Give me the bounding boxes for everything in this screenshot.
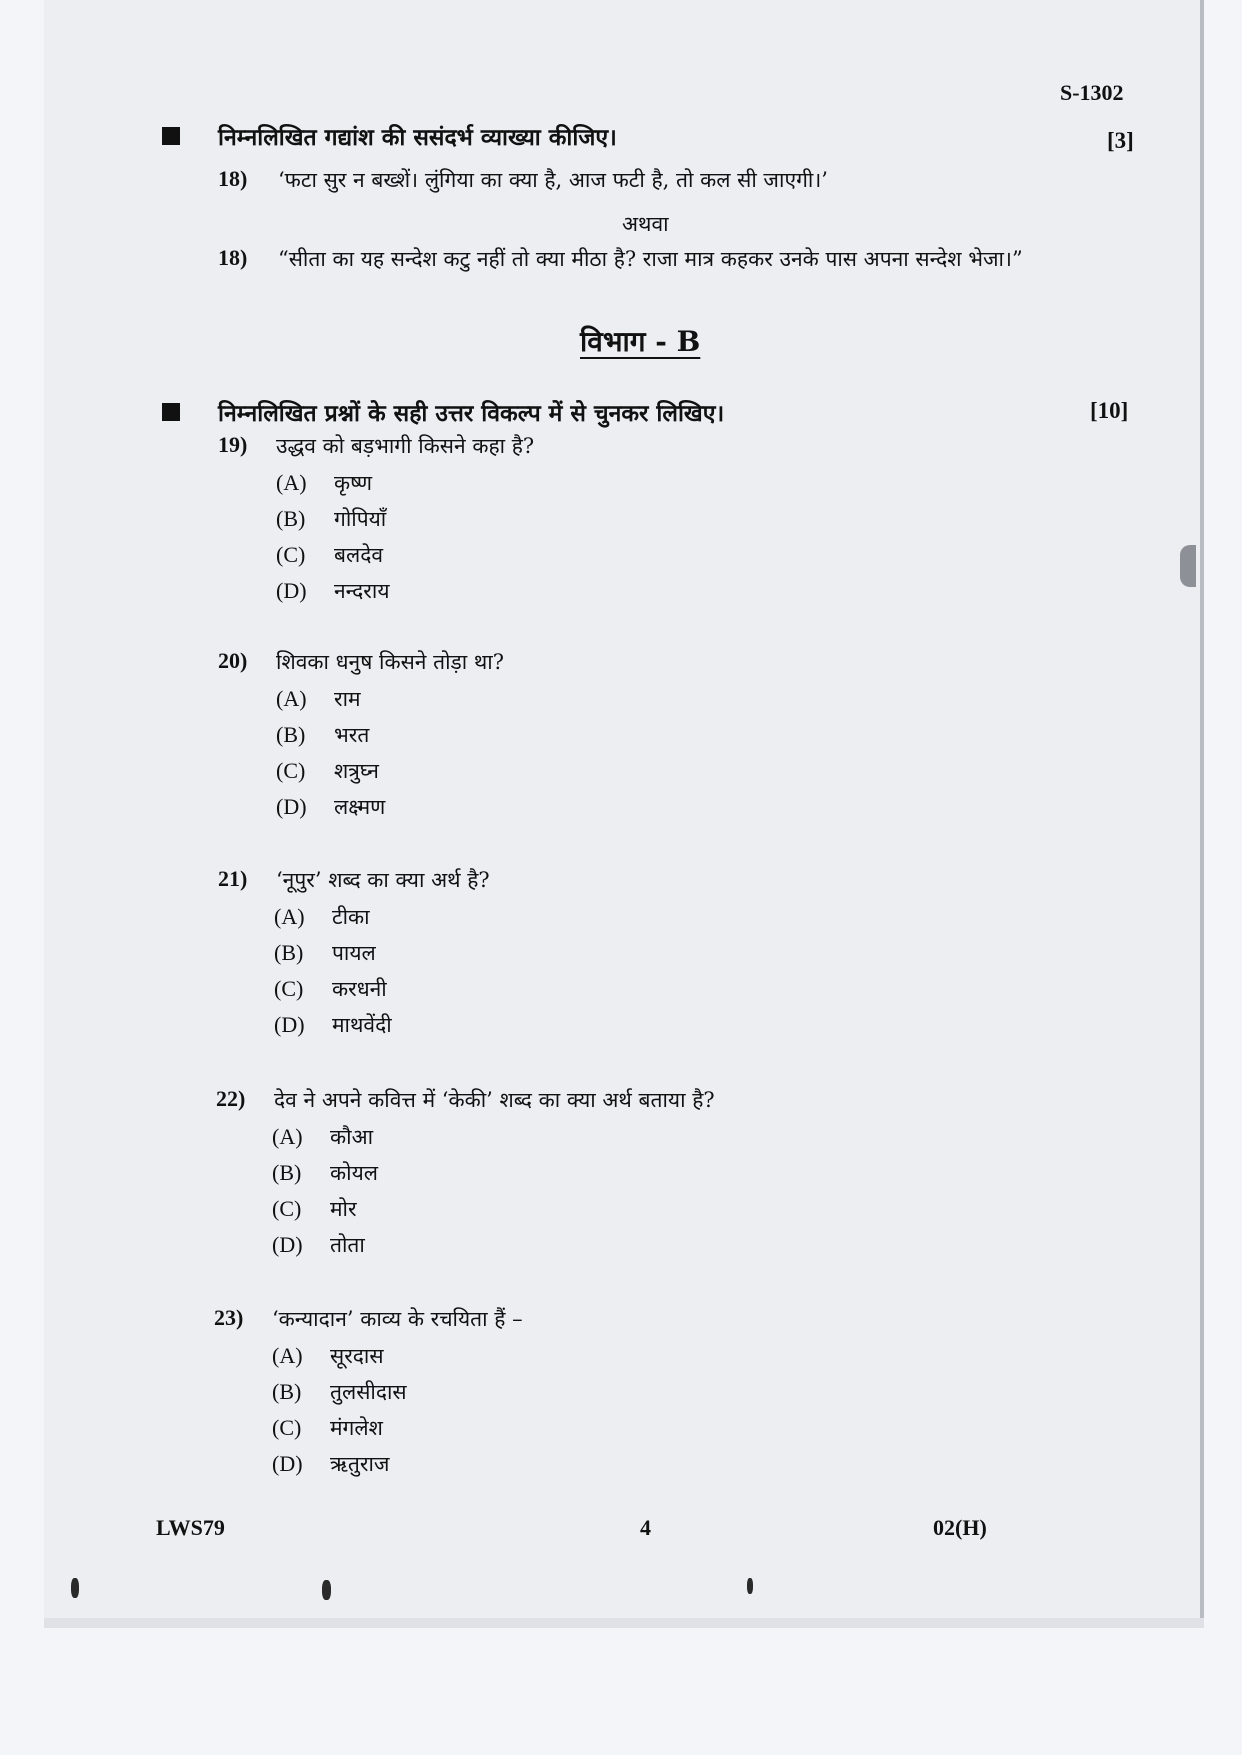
option-text: करधनी (332, 977, 387, 1001)
option-item (274, 939, 376, 967)
option-letter: (A) (272, 1343, 303, 1368)
option-text: नन्दराय (334, 579, 390, 603)
section-title: विभाग - B (580, 325, 701, 358)
question-text: देव ने अपने कवित्त में ‘केकी’ शब्द का क्या अर्थ बताया है? (274, 1088, 715, 1112)
question-number: 23) (214, 1305, 244, 1330)
option-letter: (C) (272, 1196, 302, 1221)
option-item (272, 1159, 378, 1187)
option-item (274, 903, 370, 931)
option-text: सूरदास (330, 1344, 384, 1368)
question-text: उद्धव को बड़भागी किसने कहा है? (276, 434, 535, 458)
option-text: ऋतुराज (330, 1452, 390, 1476)
option-letter: (D) (276, 578, 307, 603)
option-item (276, 685, 361, 713)
question-number: 21) (218, 866, 248, 891)
option-letter: (B) (272, 1379, 302, 1404)
instruction-section-a: निम्नलिखित गद्यांश की ससंदर्भ व्याख्या कीजिए। (218, 124, 617, 151)
question-text: ‘कन्यादान’ काव्य के रचयिता हैं – (272, 1307, 523, 1331)
question-text: शिवका धनुष किसने तोड़ा था? (276, 650, 504, 674)
option-letter: (C) (276, 542, 306, 567)
question-number: 18) (218, 245, 248, 270)
option-text: मोर (330, 1197, 357, 1221)
or-label: अथवा (622, 212, 669, 236)
option-item (272, 1378, 407, 1406)
option-text: तोता (330, 1233, 365, 1257)
marks-section-b: [10] (1090, 398, 1129, 423)
page-number: 4 (640, 1515, 651, 1540)
option-item (274, 975, 387, 1003)
option-text: टीका (332, 905, 370, 929)
question-text: ‘नूपुर’ शब्द का क्या अर्थ है? (276, 868, 490, 892)
scan-mark (71, 1578, 79, 1598)
option-text: लक्ष्मण (334, 795, 386, 819)
option-item (274, 1011, 392, 1039)
option-item (272, 1231, 365, 1259)
option-letter: (B) (274, 940, 304, 965)
exam-sheet (44, 0, 1204, 1618)
paper-code: S-1302 (1060, 80, 1124, 105)
question-number: 18) (218, 166, 248, 191)
option-letter: (C) (272, 1415, 302, 1440)
footer-subject-code: 02(H) (933, 1515, 987, 1540)
option-text: राम (334, 687, 361, 711)
scan-mark (322, 1580, 331, 1600)
option-text: कौआ (330, 1125, 374, 1149)
option-letter: (A) (272, 1124, 303, 1149)
sheet-bottom-edge (44, 1618, 1204, 1628)
option-text: गोपियाँ (334, 507, 387, 531)
scan-mark (747, 1578, 753, 1594)
option-item (272, 1123, 373, 1151)
option-item (276, 721, 369, 749)
option-letter: (C) (276, 758, 306, 783)
instruction-section-b: निम्नलिखित प्रश्नों के सही उत्तर विकल्प में से चुनकर लिखिए। (218, 400, 725, 427)
option-item (272, 1450, 390, 1478)
question-number: 22) (216, 1086, 246, 1111)
option-text: कोयल (330, 1161, 378, 1185)
option-letter: (A) (274, 904, 305, 929)
question-number: 19) (218, 432, 248, 457)
question-text: ‘फटा सुर न बख्शें। लुंगिया का क्या है, आज फटी है, तो कल सी जाएगी।’ (278, 168, 828, 192)
option-letter: (D) (272, 1451, 303, 1476)
option-item (276, 757, 379, 785)
option-letter: (D) (274, 1012, 305, 1037)
marks-section-a: [3] (1107, 128, 1134, 153)
option-text: भरत (334, 723, 370, 747)
option-letter: (B) (276, 506, 306, 531)
option-letter: (B) (272, 1160, 302, 1185)
option-item (276, 541, 383, 569)
option-item (276, 469, 372, 497)
option-letter: (C) (274, 976, 304, 1001)
option-text: बलदेव (334, 543, 384, 567)
option-item (276, 793, 385, 821)
option-text: पायल (332, 941, 376, 965)
option-item (272, 1342, 384, 1370)
option-letter: (A) (276, 686, 307, 711)
bullet-icon (162, 403, 180, 421)
option-text: तुलसीदास (330, 1380, 407, 1404)
option-item (272, 1414, 383, 1442)
option-letter: (D) (272, 1232, 303, 1257)
option-text: माथवेंदी (332, 1013, 392, 1037)
question-number: 20) (218, 648, 248, 673)
option-text: मंगलेश (330, 1416, 383, 1440)
option-text: कृष्ण (334, 471, 373, 495)
bullet-icon (162, 127, 180, 145)
option-text: शत्रुघ्न (334, 759, 379, 783)
question-text: “सीता का यह सन्देश कटु नहीं तो क्या मीठा है? राजा मात्र कहकर उनके पास अपना सन्देश भेजा।” (278, 247, 1023, 271)
option-letter: (B) (276, 722, 306, 747)
option-item (276, 505, 386, 533)
binding-clip-mark (1180, 545, 1196, 587)
option-letter: (D) (276, 794, 307, 819)
option-item (276, 577, 390, 605)
option-letter: (A) (276, 470, 307, 495)
option-item (272, 1195, 357, 1223)
footer-code: LWS79 (156, 1515, 225, 1540)
